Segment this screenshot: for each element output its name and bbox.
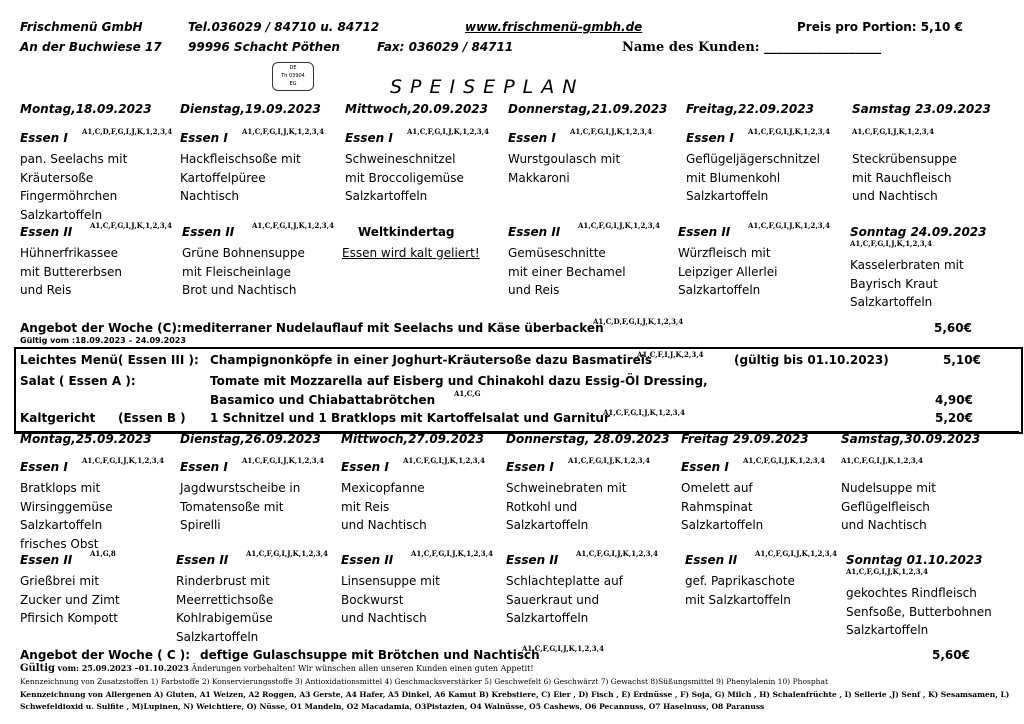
meal-line: mit Fleischeinlage	[182, 264, 291, 279]
allergen-codes: A1,C,D,F,G,I,J,K,1,2,3,4	[82, 127, 173, 136]
allergen-codes: A1,C,F,G,I,J,K,1,2,3,4	[576, 549, 658, 558]
meal-label: Essen I	[508, 131, 556, 145]
meal-line: Kartoffelpüree	[180, 170, 266, 185]
meal-line: Wirsinggemüse	[20, 499, 113, 514]
meal-label: Sonntag 01.10.2023	[846, 553, 983, 567]
meal-line: mit Blumenkohl	[686, 170, 781, 185]
meal-line: frisches Obst	[20, 537, 99, 552]
meal-label: Essen I	[686, 131, 734, 145]
day-heading: Dienstag,19.09.2023	[180, 102, 321, 116]
meal-line: Rahmspinat	[681, 499, 753, 514]
salad-allergens: A1,C,G	[454, 389, 481, 398]
meal-line: mit Rauchfleisch	[852, 170, 952, 185]
meal-line: pan. Seelachs mit	[20, 152, 128, 166]
day-heading: Montag,25.09.2023	[20, 432, 152, 446]
fax: Fax: 036029 / 84711	[377, 40, 514, 54]
cold-dish-price: 5,20€	[935, 411, 973, 425]
meal-line: Salzkartoffeln	[678, 283, 761, 298]
meal-label: Essen II	[20, 225, 73, 239]
salad-text: Basamico und Chiabattabrötchen	[210, 393, 436, 407]
meal-label: Essen II	[20, 553, 73, 567]
health-mark-stamp	[272, 62, 314, 91]
meal-line: mit Reis	[341, 499, 390, 514]
salad-label: Salat ( Essen A ):	[20, 374, 136, 388]
meal-line: Salzkartoffeln	[20, 208, 103, 223]
meal-line: Meerrettichsoße	[176, 592, 274, 607]
day-heading: Dienstag,26.09.2023	[180, 432, 321, 446]
light-menu-text: Champignonköpfe in einer Joghurt-Kräutersoße dazu Basmatireis	[210, 353, 653, 367]
meal-line: Gemüseschnitte	[508, 246, 606, 260]
website-link[interactable]: www.frischmenü-gmbh.de	[465, 20, 643, 34]
light-menu-allergens: A1,C,F,I,J,K,2,3,4	[637, 350, 704, 359]
meal-line: mit Buttererbsen	[20, 264, 123, 279]
meal-line: mit einer Bechamel	[508, 264, 626, 279]
offer-price: 5,60€	[934, 321, 972, 335]
customer-name-field[interactable]: Name des Kunden: __________________	[622, 40, 882, 55]
allergen-codes: A1,C,F,G,I,J,K,1,2,3,4	[748, 221, 830, 230]
day-heading: Samstag,30.09.2023	[841, 432, 981, 446]
meal-line: Geflügelfleisch	[841, 499, 930, 514]
cold-dish-allergens: A1,C,F,G,I,J,K,1,2,3,4	[603, 408, 685, 417]
meal-line: Tomatensoße mit	[180, 499, 284, 514]
allergens-legend: Kennzeichnung von Allergenen A) Gluten, A1 Weizen, A2 Roggen, A3 Gerste, A4 Hafer, A5 Dinkel, A6 Kamut B) Krebstiere, C) Eier , D) Fisch , E) Erdnüsse , F) Soja, G) Milch , H) Schalenfrüchte , I) Sellerie ,J) Senf , K) Sesamsamen, L)	[20, 690, 1010, 699]
meal-line: Schweineschnitzel	[345, 152, 456, 166]
meal-line: mit Salzkartoffeln	[685, 592, 791, 607]
validity-label: Gültig	[20, 663, 56, 674]
light-menu-label: Leichtes Menü( Essen III ):	[20, 353, 199, 367]
meal-line: Pfirsich Kompott	[20, 611, 119, 626]
meal-line: gef. Paprikaschote	[685, 574, 795, 588]
validity-dates: vom: 25.09.2023 –01.10.2023	[57, 663, 189, 673]
meal-line: und Nachtisch	[852, 189, 938, 204]
meal-line: Steckrübensuppe	[852, 152, 957, 166]
light-menu-price: 5,10€	[943, 353, 981, 367]
meal-label: Essen II	[685, 553, 738, 567]
meal-line: Salzkartoffeln	[345, 189, 428, 204]
meal-line: Jagdwurstscheibe in	[180, 481, 301, 495]
meal-label: Essen I	[506, 460, 554, 474]
meal-line: Mexicopfanne	[341, 481, 425, 495]
allergen-codes: A1,C,F,G,I,J,K,1,2,3,4	[82, 456, 164, 465]
day-heading: Montag,18.09.2023	[20, 102, 152, 116]
cold-dish-text: 1 Schnitzel und 1 Bratklops mit Kartoffelsalat und Garnitur	[210, 411, 610, 425]
allergen-codes: A1,C,F,G,I,J,K,1,2,3,4	[242, 456, 324, 465]
allergen-codes: A1,G,8	[90, 549, 116, 558]
offer-label: Angebot der Woche (C):	[20, 321, 182, 335]
meal-line: und Nachtisch	[341, 611, 427, 626]
offer-text: mediterraner Nudelauflauf mit Seelachs und Käse überbacken	[182, 321, 604, 335]
allergen-codes: A1,C,F,G,I,J,K,1,2,3,4	[246, 549, 328, 558]
meal-line: Salzkartoffeln	[681, 518, 764, 533]
meal-line: Omelett auf	[681, 481, 753, 495]
allergen-codes: A1,C,F,G,I,J,K,1,2,3,4	[846, 567, 928, 576]
allergen-codes: A1,C,F,G,I,J,K,1,2,3,4	[852, 127, 934, 136]
meal-line: Kasselerbraten mit	[850, 258, 964, 272]
cold-dish-sub: (Essen B )	[118, 411, 186, 425]
meal-label: Essen II	[508, 225, 561, 239]
allergens-legend: Schwefeldioxid u. Sulfite , M)Lupinen, N) Weichtiere, O) Nüsse, O1 Mandeln, O2 Macadamia, O3Pistazien, O4 Walnüsse, O5 Cashews, O6 Pecannuss, O7 Haselnuss, O8 Paranuss	[20, 702, 765, 711]
day-heading: Donnerstag, 28.09.2023	[506, 432, 670, 446]
light-menu-validity: (gültig bis 01.10.2023)	[734, 353, 889, 367]
day-heading: Freitag 29.09.2023	[681, 432, 809, 446]
meal-line: Brot und Nachtisch	[182, 283, 297, 298]
meal-label: Essen I	[20, 460, 68, 474]
allergen-codes: A1,C,F,G,I,J,K,1,2,3,4	[755, 549, 837, 558]
day-heading: Donnerstag,21.09.2023	[508, 102, 668, 116]
stamp-line: Th 03904	[281, 73, 305, 79]
meal-line: Sauerkraut und	[506, 592, 600, 607]
allergen-codes: A1,C,F,G,I,J,K,1,2,3,4	[252, 221, 334, 230]
meal-line: und Reis	[20, 283, 72, 298]
event-title: Weltkindertag	[358, 225, 455, 239]
meal-line: Schlachteplatte auf	[506, 574, 623, 588]
meal-line: Salzkartoffeln	[506, 518, 589, 533]
meal-line: Grießbrei mit	[20, 574, 100, 588]
salad-price: 4,90€	[935, 393, 973, 407]
allergen-codes: A1,C,F,G,I,J,K,1,2,3,4	[578, 221, 660, 230]
allergen-codes: A1,C,F,G,I,J,K,1,2,3,4	[411, 549, 493, 558]
offer-allergens: A1,C,F,G,I,J,K,1,2,3,4	[522, 644, 604, 653]
meal-line: Geflügeljägerschnitzel	[686, 152, 820, 166]
allergen-codes: A1,C,F,G,I,J,K,1,2,3,4	[90, 221, 172, 230]
meal-line: und Nachtisch	[841, 518, 927, 533]
meal-line: Kohlrabigemüse	[176, 611, 273, 626]
day-heading: Samstag 23.09.2023	[852, 102, 991, 116]
meal-line: Wurstgoulasch mit	[508, 152, 621, 166]
meal-line: Salzkartoffeln	[176, 630, 259, 645]
meal-label: Essen I	[341, 460, 389, 474]
day-heading: Freitag,22.09.2023	[686, 102, 814, 116]
meal-line: mit Broccoligemüse	[345, 170, 464, 185]
meal-line: Bayrisch Kraut	[850, 276, 938, 291]
meal-line: gekochtes Rindfleisch	[846, 586, 977, 600]
allergen-codes: A1,C,F,G,I,J,K,1,2,3,4	[407, 127, 489, 136]
price-per-portion: Preis pro Portion: 5,10 €	[797, 20, 963, 34]
offer-text: deftige Gulaschsuppe mit Brötchen und Nachtisch	[200, 648, 540, 662]
meal-line: und Nachtisch	[341, 518, 427, 533]
company-name: Frischmenü GmbH	[20, 20, 143, 34]
meal-line: Hühnerfrikassee	[20, 246, 119, 260]
meal-line: Bockwurst	[341, 592, 404, 607]
meal-label: Essen I	[345, 131, 393, 145]
meal-line: Salzkartoffeln	[20, 518, 103, 533]
meal-line: Makkaroni	[508, 170, 570, 185]
meal-line: Grüne Bohnensuppe	[182, 246, 305, 260]
meal-label: Essen I	[180, 460, 228, 474]
allergen-codes: A1,C,F,G,I,J,K,1,2,3,4	[403, 456, 485, 465]
meal-line: Bratklops mit	[20, 481, 101, 495]
day-heading: Mittwoch,27.09.2023	[341, 432, 484, 446]
meal-label: Essen II	[506, 553, 559, 567]
event-note: Essen wird kalt geliert!	[342, 246, 480, 260]
meal-line: Salzkartoffeln	[846, 623, 929, 638]
allergen-codes: A1,C,F,G,I,J,K,1,2,3,4	[242, 127, 324, 136]
meal-line: Schweinebraten mit	[506, 481, 627, 495]
meal-label: Essen I	[681, 460, 729, 474]
meal-line: Rotkohl und	[506, 499, 578, 514]
meal-line: Hackfleischsoße mit	[180, 152, 301, 166]
meal-line: und Reis	[508, 283, 560, 298]
footer-validity	[20, 664, 534, 674]
meal-label: Essen II	[678, 225, 731, 239]
allergen-codes: A1,C,F,G,I,J,K,1,2,3,4	[743, 456, 825, 465]
allergen-codes: A1,C,F,G,I,J,K,1,2,3,4	[748, 127, 830, 136]
meal-label: Sonntag 24.09.2023	[850, 225, 987, 239]
offer-label: Angebot der Woche ( C ):	[20, 648, 191, 662]
offer-allergens: A1,C,D,F,G,I,J,K,1,2,3,4	[593, 317, 684, 326]
validity-note: Änderungen vorbehalten! Wir wünschen allen unseren Kunden einen guten Appetit!	[191, 664, 534, 673]
day-heading: Mittwoch,20.09.2023	[345, 102, 488, 116]
page-title: SPEISEPLAN	[390, 76, 585, 98]
meal-line: Fingermöhrchen	[20, 189, 118, 204]
meal-line: Salzkartoffeln	[850, 295, 933, 310]
offer-price: 5,60€	[932, 648, 970, 662]
meal-label: Essen II	[341, 553, 394, 567]
meal-line: Zucker und Zimt	[20, 592, 120, 607]
phone: Tel.036029 / 84710 u. 84712	[188, 20, 380, 34]
stamp-line: EG	[289, 81, 297, 87]
salad-text: Tomate mit Mozzarella auf Eisberg und Chinakohl dazu Essig-Öl Dressing,	[210, 374, 708, 388]
additives-legend: Kennzeichnung von Zusatzstoffen 1) Farbstoffe 2) Konservierungsstoffe 3) Antioxidationsmittel 4) Geschmacksverstärker 5) Geschwefelt 6) Geschwärzt 7) Gewachst 8)Süßungsmittel 9) Phenylalenin 10) Phosphat	[20, 677, 828, 686]
meal-line: Senfsoße, Butterbohnen	[846, 604, 992, 619]
cold-dish-label: Kaltgericht	[20, 411, 96, 425]
meal-line: Nudelsuppe mit	[841, 481, 936, 495]
meal-line: Spirelli	[180, 518, 221, 533]
meal-line: Würzfleisch mit	[678, 246, 771, 260]
validity-week1: Gültig vom :18.09.2023 – 24.09.2023	[20, 336, 186, 345]
meal-line: Salzkartoffeln	[686, 189, 769, 204]
city: 99996 Schacht Pöthen	[188, 40, 340, 54]
meal-line: Rinderbrust mit	[176, 574, 270, 588]
meal-line: Salzkartoffeln	[506, 611, 589, 626]
meal-label: Essen II	[176, 553, 229, 567]
meal-line: Kräutersoße	[20, 170, 94, 185]
meal-line: Leipziger Allerlei	[678, 264, 778, 279]
allergen-codes: A1,C,F,G,I,J,K,1,2,3,4	[841, 456, 923, 465]
allergen-codes: A1,C,F,G,I,J,K,1,2,3,4	[568, 456, 650, 465]
allergen-codes: A1,C,F,G,I,J,K,1,2,3,4	[850, 239, 932, 248]
meal-line: Linsensuppe mit	[341, 574, 440, 588]
meal-label: Essen II	[182, 225, 235, 239]
meal-line: Nachtisch	[180, 189, 240, 204]
allergen-codes: A1,C,F,G,I,J,K,1,2,3,4	[570, 127, 652, 136]
street: An der Buchwiese 17	[20, 40, 162, 54]
stamp-line: DE	[289, 65, 297, 71]
meal-label: Essen I	[20, 131, 68, 145]
meal-label: Essen I	[180, 131, 228, 145]
